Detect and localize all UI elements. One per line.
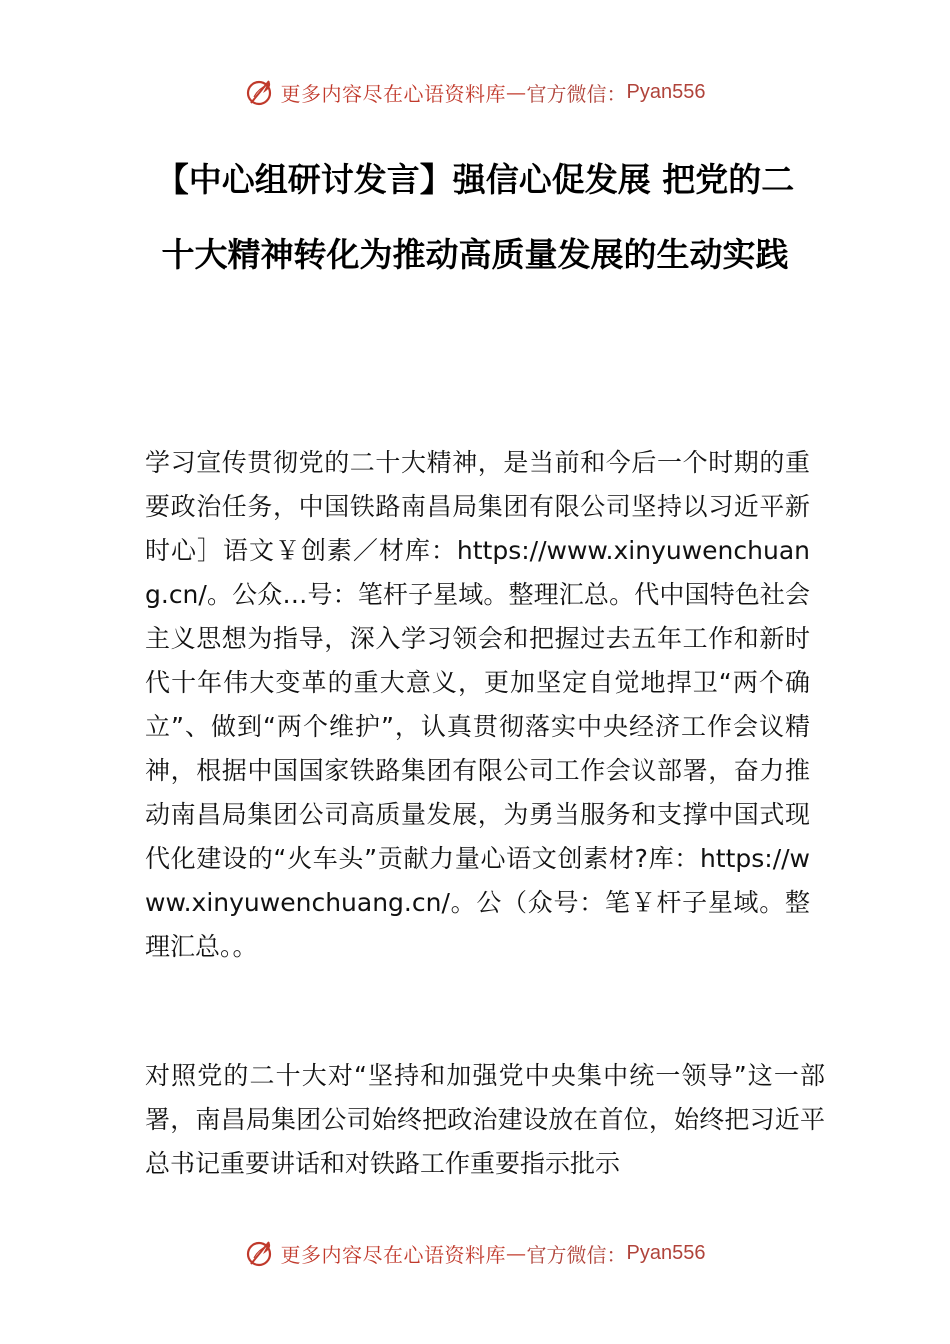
header-banner — [0, 67, 950, 117]
quill-pen-logo-icon — [245, 1238, 275, 1268]
footer-banner — [0, 1228, 950, 1278]
banner-separator: — — [506, 1241, 527, 1265]
brand-text: 更多内容尽在心语资料库 — [280, 81, 507, 106]
wechat-label: 官方微信： — [526, 81, 627, 106]
wechat-label: 官方微信： — [526, 1242, 627, 1267]
body-paragraph-1: 学习宣传贯彻党的二十大精神，是当前和今后一个时期的重要政治任务，中国铁路南昌局集团有限公司坚持以习近平新时心］语文￥创素／材库：https://www.xinyuwenchuang.cn/。公众…号：笔杆子星域。整理汇总。代中国特色社会主义思想为指导，深入学习领会和把握过去五年工作和新时代十年伟大变革的重大意义，更加坚定自觉地捍卫“两个确立”、做到“两个维护”，认真贯彻落实中央经济工作会议精神，根据中国国家铁路集团有限公司工作会议部署，奋力推动南昌局集团公司高质量发展，为勇当服务和支撑中国式现代化建设的“火车头”贡献力量心语文创素材?库：https://www.xinyuwenchuang.cn/。公（众号：笔￥杆子星域。整理汇总。。 — [145, 448, 810, 961]
quill-pen-logo-icon — [245, 77, 275, 107]
document-title: 【中心组研讨发言】强信心促发展 把党的二十大精神转化为推动高质量发展的生动实践 — [155, 160, 795, 274]
wechat-id: Pyan556 — [626, 1241, 706, 1264]
banner-separator: — — [506, 80, 527, 104]
body-paragraph-2: 对照党的二十大对“坚持和加强党中央集中统一领导”这一部署，南昌局集团公司始终把政治建设放在首位，始终把习近平总书记重要讲话和对铁路工作重要指示批示 — [145, 1061, 825, 1178]
brand-text: 更多内容尽在心语资料库 — [280, 1242, 507, 1267]
wechat-id: Pyan556 — [626, 80, 706, 103]
